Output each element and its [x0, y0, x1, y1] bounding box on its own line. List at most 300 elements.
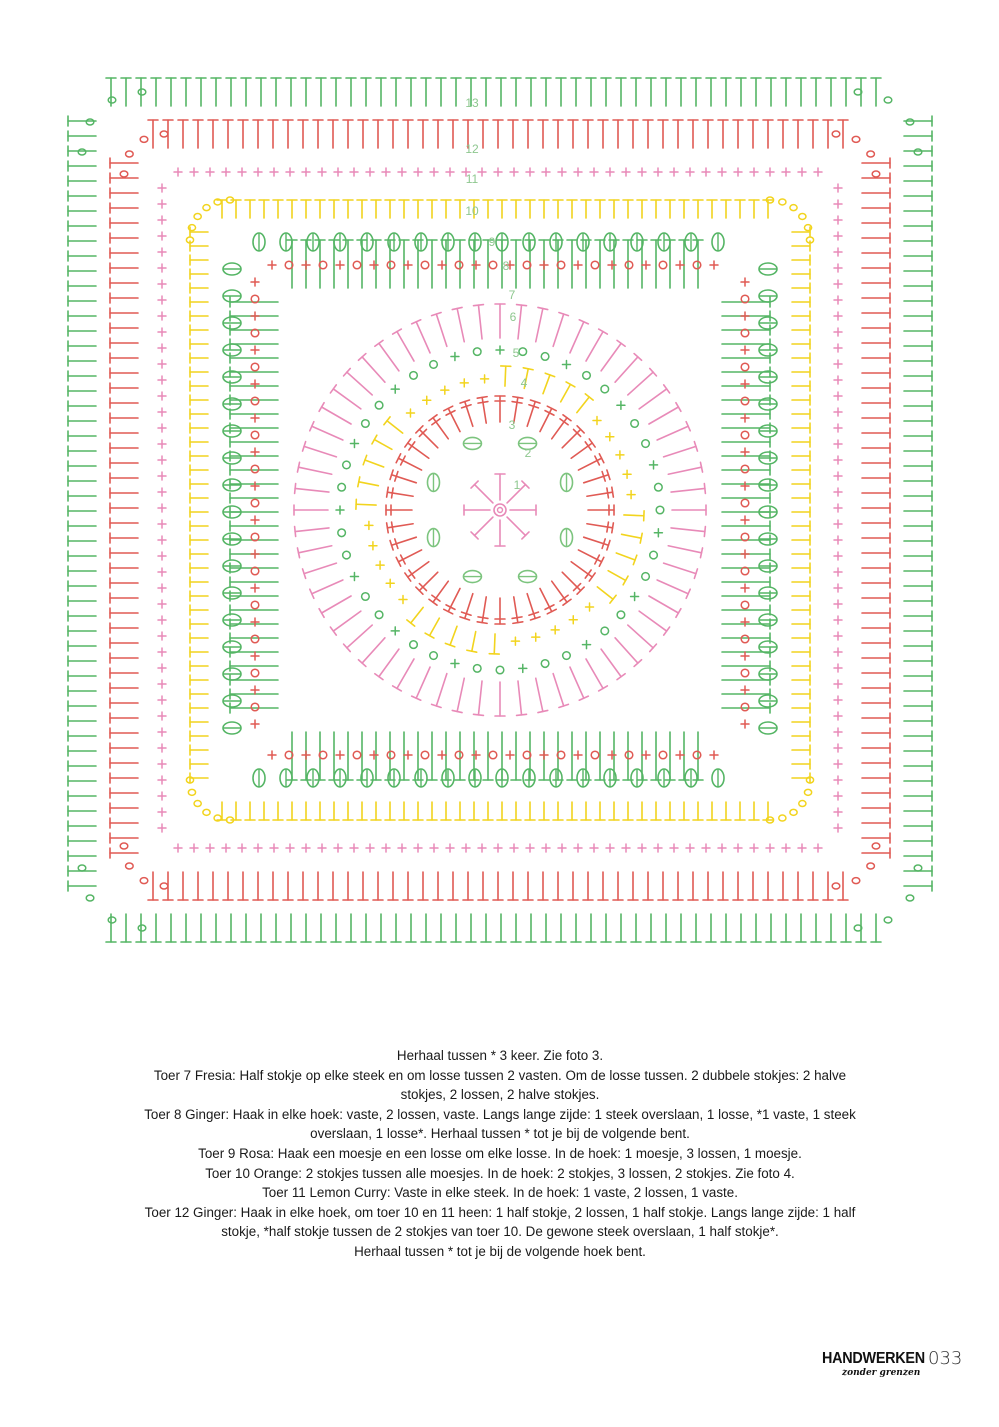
chain-loop [741, 431, 749, 439]
stitch-line [297, 548, 299, 558]
chain-loop [489, 751, 497, 759]
chain-loop [832, 883, 840, 889]
chain-loop [78, 865, 86, 871]
stitch-line [610, 595, 616, 603]
stitch-line [295, 527, 296, 537]
stitch-line [617, 340, 625, 346]
chain-loop [496, 666, 504, 674]
chain-loop [656, 506, 664, 514]
stitch-line [473, 305, 483, 306]
chain-loop [779, 199, 786, 205]
chain-loop [541, 660, 549, 668]
round-label: 12 [465, 142, 479, 156]
chain-loop [631, 420, 639, 428]
chain-loop [799, 801, 806, 807]
stitch-line [358, 477, 360, 487]
chain-loop [343, 551, 351, 559]
stitch-line [589, 573, 595, 581]
stitch-line [419, 429, 437, 447]
stitch-line [612, 523, 614, 533]
stitch-line [538, 710, 548, 712]
stitch-line [518, 305, 522, 339]
magic-ring [494, 504, 506, 516]
chain-loop [519, 348, 527, 356]
stitch-line [457, 309, 464, 342]
chain-loop [884, 97, 892, 103]
chain-loop [387, 751, 395, 759]
stitch-line [304, 563, 336, 574]
instruction-line: overslaan, 1 losse*. Herhaal tussen * tot je bij de volgende bent. [310, 1126, 690, 1142]
stitch-line [566, 382, 575, 387]
chain-loop [251, 601, 259, 609]
stitch-line [457, 678, 464, 711]
stitch-line [392, 488, 394, 498]
chain-loop [455, 751, 463, 759]
stitch-line [387, 487, 389, 497]
stitch-line [356, 504, 376, 505]
chain-loop [832, 131, 840, 137]
chain-loop [852, 136, 860, 142]
stitch-line [601, 343, 621, 371]
stitch-line [668, 546, 701, 553]
stitch-line [523, 368, 533, 370]
chain-loop [126, 151, 134, 157]
stitch-line [433, 581, 448, 602]
stitch-line [615, 357, 638, 382]
chain-loop [601, 627, 609, 635]
stitch-line [397, 659, 414, 688]
stitch-line [623, 576, 628, 585]
stitch-line [563, 415, 571, 421]
round-label: 13 [465, 96, 479, 110]
stitch-line [362, 357, 385, 382]
stitch-line [295, 488, 329, 492]
stitch-line [563, 599, 571, 605]
stitch-line [347, 625, 372, 648]
chain-loop [126, 863, 134, 869]
instruction-line: Toer 10 Orange: 2 stokjes tussen alle moesjes. In de hoek: 2 stokjes, 3 lossen, 2 stokjes. Zie foto 4. [205, 1165, 795, 1181]
stitch-line [297, 462, 299, 472]
chain-loop [140, 878, 148, 884]
stitch-line [478, 617, 488, 619]
stitch-line [425, 633, 434, 638]
chain-loop [591, 751, 599, 759]
chain-loop [140, 136, 148, 142]
chain-loop [251, 635, 259, 643]
chain-loop [353, 751, 361, 759]
stitch-line [571, 562, 592, 577]
instruction-line: stokje, *half stokje tussen de 2 stokjes van toer 10. De gewone steek overslaan, 1 half stokje*. [221, 1224, 779, 1240]
chain-loop [421, 751, 429, 759]
stitch-line [505, 366, 506, 386]
chain-loop [884, 917, 892, 923]
instruction-line: Toer 12 Ginger: Haak in elke hoek, om toer 10 en 11 heen: 1 half stokje, 2 lossen, 1 half stokje. Langs lange zijde: 1 half [144, 1204, 856, 1220]
stitch-line [387, 523, 389, 533]
stitch-line [704, 483, 705, 493]
instruction-line: Toer 11 Lemon Curry: Vaste in elke steek. In de hoek: 1 vaste, 2 lossen, 1 vaste. [262, 1185, 738, 1201]
round-label: 9 [488, 235, 496, 249]
stitch-line [585, 394, 593, 400]
stitch-line [473, 714, 483, 715]
stitch-line [408, 443, 429, 458]
chain-loop [741, 499, 749, 507]
brand-subtitle: zonder grenzen [842, 1368, 921, 1378]
stitch-line [405, 439, 411, 447]
magic-ring [498, 508, 503, 513]
stitch-line [299, 467, 332, 474]
stitch-line [375, 340, 383, 346]
stitch-line [429, 599, 437, 605]
chain-loop [852, 878, 860, 884]
chain-loop [410, 641, 418, 649]
chain-loop [872, 171, 880, 177]
stitch-line [478, 402, 488, 404]
stitch-line [387, 421, 403, 433]
stitch-line [494, 634, 495, 654]
stitch-line [452, 307, 462, 309]
chain-loop [251, 465, 259, 473]
stitch-line [513, 397, 523, 399]
chain-loop [655, 483, 663, 491]
chain-loop [78, 149, 86, 155]
stitch-line [407, 620, 415, 626]
chain-loop [563, 652, 571, 660]
stitch-line [608, 571, 625, 581]
chain-loop [650, 551, 658, 559]
chain-loop [906, 119, 914, 125]
stitch-line [478, 681, 482, 715]
stitch-line [615, 638, 638, 663]
chain-loop [430, 652, 438, 660]
stitch-line [322, 596, 351, 613]
stitch-line [538, 307, 548, 309]
stitch-line [704, 527, 705, 537]
stitch-line [700, 548, 702, 558]
chain-loop [625, 751, 633, 759]
stitch-line [586, 659, 603, 688]
stitch-line [467, 650, 477, 652]
chain-loop [642, 440, 650, 448]
chain-loop [421, 261, 429, 269]
stitch-line [553, 314, 564, 346]
stitch-line [433, 418, 448, 439]
stitch-line [384, 417, 390, 425]
stitch-line [375, 674, 383, 680]
stitch-line [562, 572, 580, 590]
stitch-line [507, 517, 525, 535]
chain-loop [138, 925, 146, 931]
chain-loop [86, 895, 94, 901]
stitch-line [664, 385, 670, 393]
stitch-line [408, 562, 429, 577]
chain-loop [867, 863, 875, 869]
stitch-line [333, 389, 361, 409]
stitch-line [585, 570, 591, 578]
stitch-line [409, 570, 415, 578]
stitch-line [397, 332, 414, 361]
chain-loop [251, 431, 259, 439]
stitch-line [676, 403, 681, 412]
round-label: 7 [508, 288, 516, 302]
round-label: 5 [512, 346, 520, 360]
stitch-line [312, 580, 343, 594]
stitch-line [304, 446, 336, 457]
stitch-line [512, 402, 522, 404]
stitch-line [570, 667, 584, 698]
round-label: 10 [465, 204, 479, 218]
chain-loop [387, 261, 395, 269]
stitch-line [676, 609, 681, 618]
stitch-line [374, 440, 391, 450]
stitch-line [475, 517, 493, 535]
stitch-line [517, 714, 527, 715]
stitch-line [409, 442, 415, 450]
stitch-line [664, 627, 670, 635]
stitch-line [571, 443, 592, 458]
stitch-line [597, 587, 613, 599]
footer-logo [818, 1346, 968, 1386]
stitch-line [586, 332, 603, 361]
instruction-line: Toer 7 Fresia: Half stokje op elke steek en om losse tussen 2 vasten. Om de losse tussen. 2 dubbele stokjes: 2 halve [153, 1067, 847, 1083]
stitch-line [640, 533, 642, 543]
stitch-line [372, 435, 377, 444]
chain-loop [601, 385, 609, 393]
stitch-line [472, 632, 476, 652]
stitch-line [607, 488, 609, 498]
stitch-line [668, 467, 701, 474]
chain-loop [790, 205, 797, 211]
stitch-line [536, 678, 543, 711]
chain-loop [693, 261, 701, 269]
chain-loop [194, 801, 201, 807]
stitch-line [405, 573, 411, 581]
chain-loop [251, 363, 259, 371]
stitch-line [664, 563, 696, 574]
stitch-line [477, 622, 487, 624]
chain-loop [251, 669, 259, 677]
round-label: 11 [465, 172, 479, 186]
chain-loop [541, 353, 549, 361]
stitch-line [639, 611, 667, 631]
page-number: 033 [928, 1348, 963, 1369]
stitch-line [347, 372, 372, 395]
chain-loop [659, 751, 667, 759]
chain-loop [203, 809, 210, 815]
chain-loop [914, 865, 922, 871]
round-label: 2 [524, 446, 532, 460]
chain-loop [741, 669, 749, 677]
stitch-line [416, 322, 430, 353]
stitch-line [475, 485, 493, 503]
chain-loop [473, 348, 481, 356]
stitch-line [589, 439, 595, 447]
stitch-line [411, 607, 423, 623]
chain-loop [108, 917, 116, 923]
chain-loop [741, 703, 749, 711]
chain-loop [251, 499, 259, 507]
chain-loop [375, 401, 383, 409]
chain-loop [160, 883, 168, 889]
chain-loop [489, 261, 497, 269]
stitch-line [599, 686, 608, 691]
chain-loop [120, 171, 128, 177]
stitch-line [362, 638, 385, 663]
chain-loop [455, 261, 463, 269]
stitch-line [478, 305, 482, 339]
chain-loop [108, 97, 116, 103]
chain-loop [338, 483, 346, 491]
chain-loop [591, 261, 599, 269]
stitch-line [560, 419, 568, 425]
instructions-text [100, 1046, 900, 1262]
round-label: 3 [508, 418, 516, 432]
stitch-line [295, 483, 296, 493]
chain-loop [430, 361, 438, 369]
stitch-line [393, 686, 402, 691]
chain-loop [804, 789, 811, 795]
stitch-line [612, 487, 614, 497]
stitch-line [649, 596, 678, 613]
stitch-line [436, 314, 447, 346]
stitch-line [657, 426, 688, 440]
stitch-line [379, 649, 399, 677]
stitch-line [624, 515, 644, 516]
stitch-line [639, 389, 667, 409]
chain-loop [741, 601, 749, 609]
chain-loop [188, 789, 195, 795]
chain-loop [583, 372, 591, 380]
stitch-line [577, 397, 589, 413]
stitch-line [585, 442, 591, 450]
stitch-line [432, 419, 440, 425]
chain-loop [251, 703, 259, 711]
stitch-line [512, 617, 522, 619]
stitch-line [601, 649, 621, 677]
stitch-line [649, 407, 678, 424]
stitch-line [671, 488, 705, 492]
stitch-line [518, 681, 522, 715]
round-label: 8 [502, 259, 510, 273]
stitch-line [664, 446, 696, 457]
chain-loop [642, 573, 650, 581]
chain-loop [617, 611, 625, 619]
stitch-line [416, 667, 430, 698]
chain-loop [693, 751, 701, 759]
stitch-line [392, 522, 394, 532]
chain-loop [203, 205, 210, 211]
stitch-line [432, 595, 440, 601]
stitch-line [700, 462, 702, 472]
stitch-line [429, 415, 437, 421]
stitch-line [671, 528, 705, 532]
chain-loop [741, 465, 749, 473]
stitch-line [599, 329, 608, 334]
stitch-line [299, 546, 332, 553]
stitch-line [295, 528, 329, 532]
stitch-line [536, 309, 543, 342]
chain-loop [251, 397, 259, 405]
stitch-line [379, 343, 399, 371]
chain-loop [659, 261, 667, 269]
chain-loop [353, 261, 361, 269]
stitch-line [517, 305, 527, 306]
round-label: 6 [509, 310, 517, 324]
chain-loop [779, 815, 786, 821]
chain-loop [867, 151, 875, 157]
chain-loop [799, 213, 806, 219]
stitch-line [616, 553, 635, 560]
stitch-line [330, 385, 336, 393]
stitch-line [319, 609, 324, 618]
stitch-line [628, 372, 653, 395]
stitch-line [553, 674, 564, 706]
stitch-line [393, 329, 402, 334]
instruction-line: stokjes, 2 lossen, 2 halve stokjes. [400, 1087, 600, 1103]
chain-loop [138, 89, 146, 95]
stitch-line [322, 407, 351, 424]
stitch-line [359, 482, 379, 486]
stitch-line [657, 580, 688, 594]
chain-loop [741, 635, 749, 643]
chain-loop [194, 213, 201, 219]
stitch-line [430, 618, 440, 635]
chain-loop [120, 843, 128, 849]
stitch-line [552, 418, 567, 439]
chain-loop [86, 119, 94, 125]
instruction-line: Toer 9 Rosa: Haak een moesje en een losse om elke losse. In de hoek: 1 moesje, 3 lossen, 1 moesje. [198, 1145, 802, 1161]
stitch-line [622, 534, 642, 538]
instruction-line: Herhaal tussen * tot je bij de volgende hoek bent. [354, 1243, 646, 1259]
chain-loop [473, 665, 481, 673]
stitch-line [628, 625, 653, 648]
chain-loop [375, 611, 383, 619]
chain-loop [872, 843, 880, 849]
stitch-line [543, 375, 550, 394]
stitch-line [330, 627, 336, 635]
instruction-line: Herhaal tussen * 3 keer. Zie foto 3. [396, 1048, 604, 1063]
stitch-line [452, 710, 462, 712]
stitch-line [561, 384, 571, 401]
stitch-line [570, 322, 584, 353]
instruction-line: Toer 8 Ginger: Haak in elke hoek: vaste, 2 lossen, vaste. Langs lange zijde: 1 steek overslaan, 1 losse, *1 vaste, 1 steek [144, 1106, 856, 1122]
stitch-line [333, 611, 361, 631]
chain-loop [625, 261, 633, 269]
chain-loop [160, 131, 168, 137]
chain-loop [343, 461, 351, 469]
chain-loop [362, 420, 370, 428]
chain-loop [906, 895, 914, 901]
round-label: 4 [520, 376, 528, 390]
stitch-line [419, 572, 437, 590]
brand-name: HANDWERKEN [822, 1350, 925, 1367]
stitch-line [560, 595, 568, 601]
chain-loop [362, 593, 370, 601]
round-label: 1 [513, 478, 521, 492]
chain-loop [338, 529, 346, 537]
chain-loop [410, 372, 418, 380]
stitch-line [319, 403, 324, 412]
stitch-line [312, 426, 343, 440]
stitch-line [562, 429, 580, 447]
chain-loop [741, 397, 749, 405]
stitch-line [450, 626, 457, 645]
stitch-line [607, 522, 609, 532]
stitch-line [552, 581, 567, 602]
stitch-line [513, 622, 523, 624]
stitch-line [617, 674, 625, 680]
stitch-line [477, 397, 487, 399]
chain-loop [741, 363, 749, 371]
